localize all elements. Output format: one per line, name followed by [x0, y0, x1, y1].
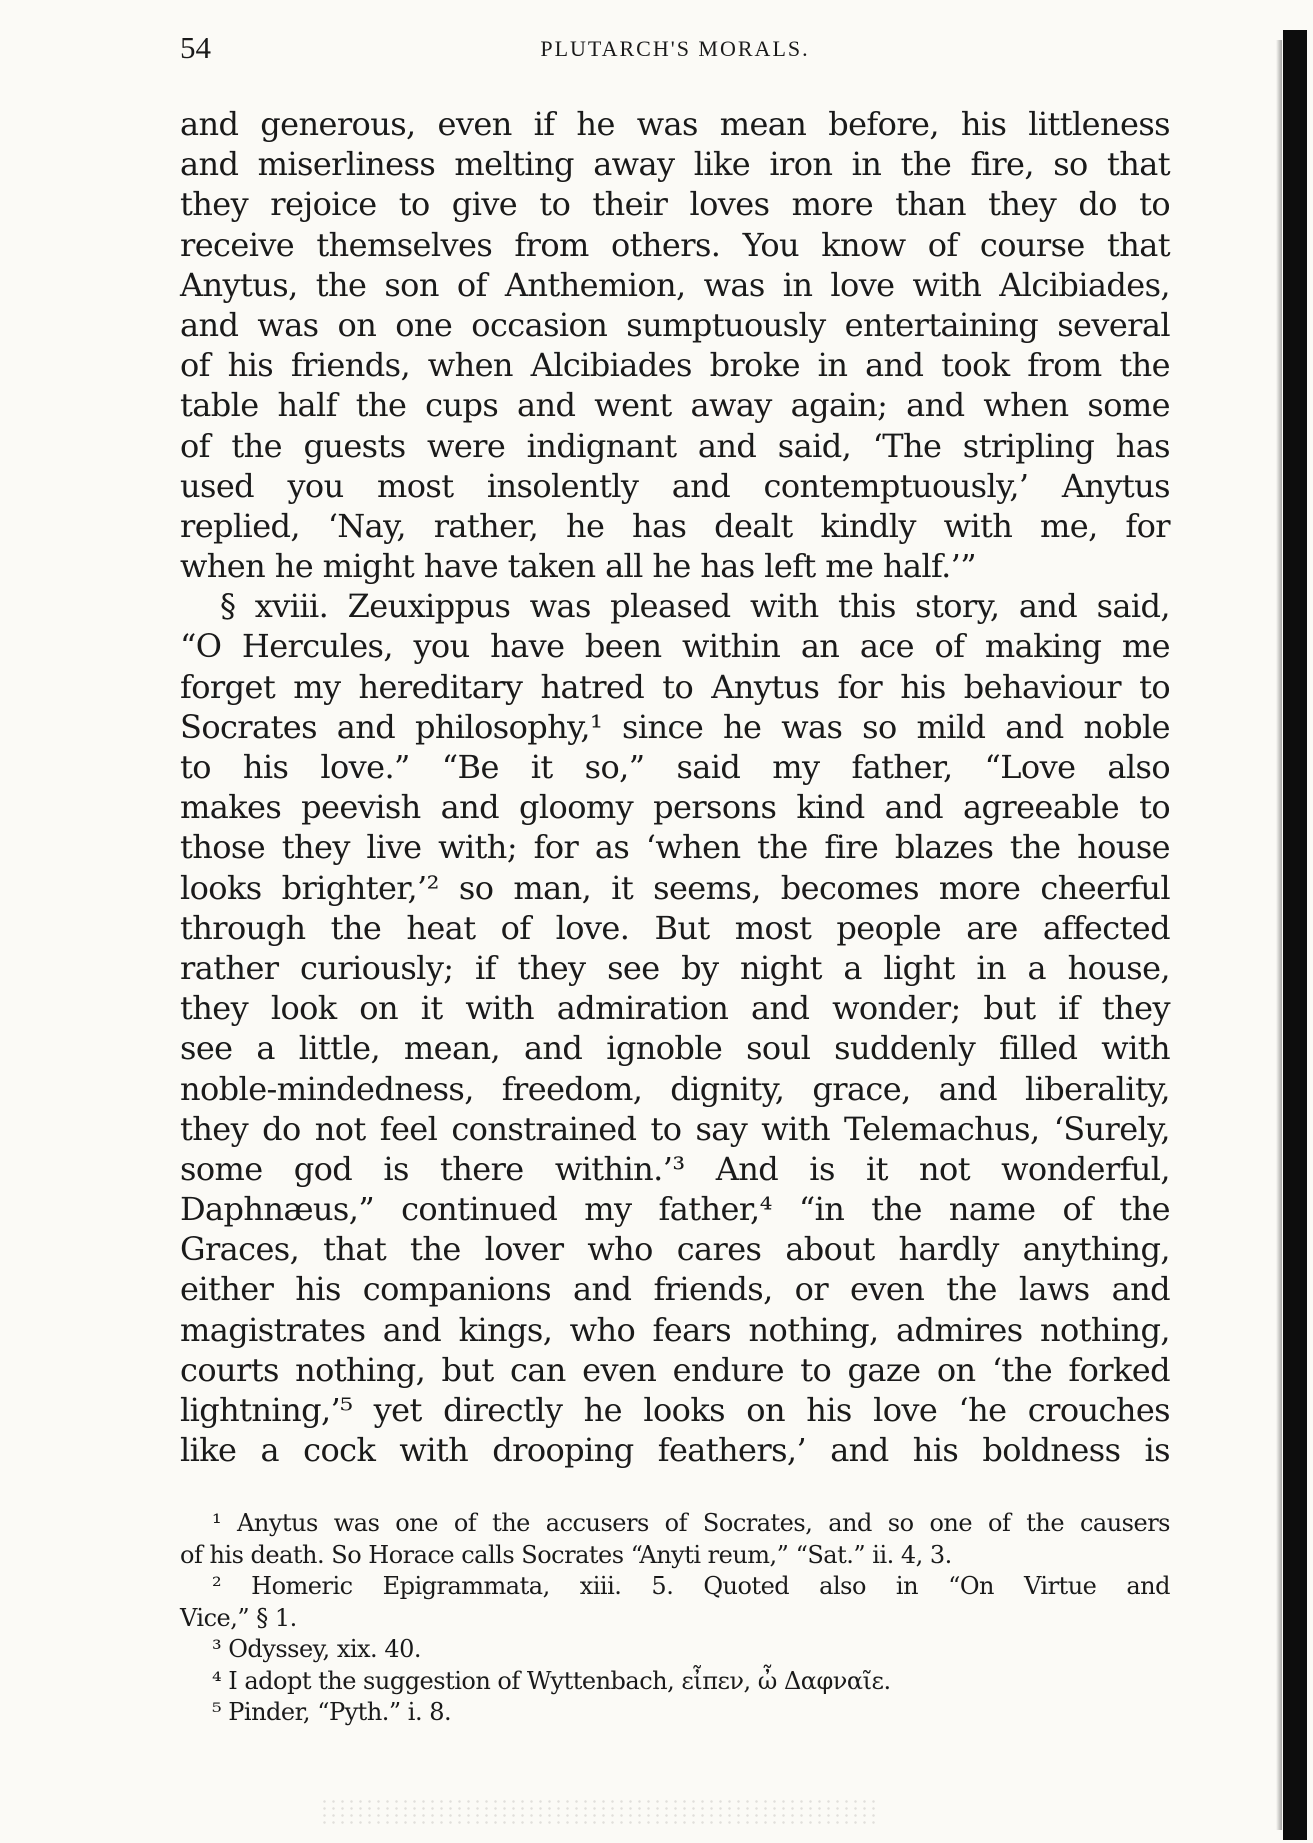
footnote-1-continued: of his death. So Horace calls Socrates “Anyti reum,” “Sat.” ii. 4, 3. — [180, 1540, 952, 1569]
footnote-5: ⁵ Pinder, “Pyth.” i. 8. — [212, 1698, 452, 1726]
section-heading-line: § xviii. Zeuxippus was pleased with this story, and said, — [220, 587, 1170, 626]
text-line: those they live with; for as ‘when the fire blazes the house — [180, 828, 1170, 867]
text-line: some god is there within.’³ And is it not wonderful, — [180, 1149, 1170, 1188]
page-header — [180, 30, 1170, 74]
text-line: of the guests were indignant and said, ‘The stripling has — [180, 426, 1170, 465]
text-line: magistrates and kings, who fears nothing, admires nothing, — [180, 1310, 1170, 1349]
footnotes — [180, 1508, 1170, 1729]
text-line: looks brighter,’² so man, it seems, becomes more cheerful — [180, 868, 1170, 907]
text-line: when he might have taken all he has left me half.’” — [180, 547, 977, 586]
text-line: like a cock with drooping feathers,’ and his boldness is — [180, 1431, 1170, 1470]
text-line: and was on one occasion sumptuously entertaining several — [180, 305, 1170, 344]
text-line: receive themselves from others. You know of course that — [180, 225, 1170, 264]
text-line: lightning,’⁵ yet directly he looks on his love ‘he crouches — [180, 1391, 1170, 1429]
text-line: of his friends, when Alcibiades broke in and took from the — [180, 346, 1170, 385]
footnote-3: ³ Odyssey, xix. 40. — [212, 1635, 421, 1663]
text-line: they look on it with admiration and wonder; but if they — [180, 989, 1170, 1028]
footnote-2-continued: Vice,” § 1. — [180, 1603, 297, 1632]
text-line: table half the cups and went away again; and when some — [180, 386, 1170, 425]
text-line: rather curiously; if they see by night a light in a house, — [180, 948, 1170, 987]
footnote-4: ⁴ I adopt the suggestion of Wyttenbach, εἶπεν, ὦ Δαφναῖε. — [212, 1666, 891, 1695]
text-line: noble-mindedness, freedom, dignity, grace, and liberality, — [180, 1069, 1170, 1108]
text-line: they do not feel constrained to say with Telemachus, ‘Surely, — [180, 1109, 1170, 1148]
body-text — [180, 104, 1170, 1470]
scan-noise — [320, 1798, 880, 1828]
text-line: makes peevish and gloomy persons kind and agreeable to — [180, 788, 1170, 827]
text-line: and generous, even if he was mean before, his littleness — [180, 105, 1170, 143]
footnote-2: ² Homeric Epigrammata, xiii. 5. Quoted also in “On Virtue and — [212, 1572, 1170, 1600]
text-line: forget my hereditary hatred to Anytus for his behaviour to — [180, 667, 1170, 706]
text-line: either his companions and friends, or even the laws and — [180, 1270, 1170, 1309]
text-line: they rejoice to give to their loves more than they do to — [180, 185, 1170, 224]
binding-shadow — [1276, 40, 1282, 1830]
running-title: PLUTARCH'S MORALS. — [540, 36, 810, 61]
footnote-1: ¹ Anytus was one of the accusers of Socrates, and so one of the causers — [212, 1509, 1170, 1537]
text-line: “O Hercules, you have been within an ace of making me — [180, 627, 1170, 666]
text-line: to his love.” “Be it so,” said my father, “Love also — [180, 748, 1170, 786]
text-line: courts nothing, but can even endure to gaze on ‘the forked — [180, 1350, 1170, 1389]
text-line: Anytus, the son of Anthemion, was in love with Alcibiades, — [180, 265, 1170, 304]
text-line: and miserliness melting away like iron in the fire, so that — [180, 145, 1170, 184]
text-line: replied, ‘Nay, rather, he has dealt kindly with me, for — [180, 506, 1170, 545]
page-number: 54 — [180, 30, 211, 65]
text-line: Socrates and philosophy,¹ since he was so mild and noble — [180, 707, 1170, 746]
text-line: through the heat of love. But most people are affected — [180, 908, 1170, 947]
text-line: Graces, that the lover who cares about hardly anything, — [180, 1230, 1170, 1269]
text-line: see a little, mean, and ignoble soul suddenly filled with — [180, 1029, 1170, 1068]
text-line: used you most insolently and contemptuously,’ Anytus — [180, 466, 1170, 505]
text-line: Daphnæus,” continued my father,⁴ “in the name of the — [180, 1190, 1170, 1229]
binding-edge — [1283, 30, 1307, 1840]
